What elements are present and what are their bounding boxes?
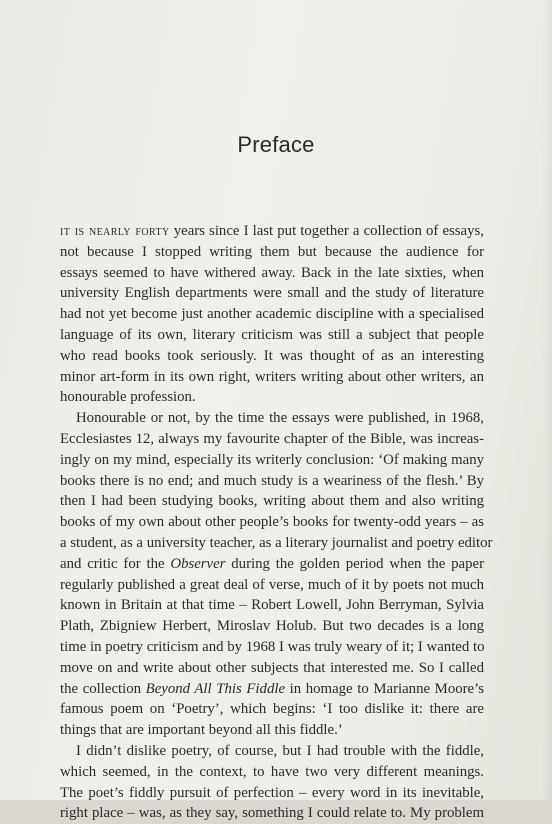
lead-in-small-caps: it is nearly forty (60, 223, 170, 239)
text-line: time in poetry criticism and by 1968 I was truly weary of it; I wanted to (60, 638, 485, 655)
text-line: Plath, Zbigniew Herbert, Miroslav Holub. But two decades is a long (60, 618, 484, 635)
text-line: famous poem on ‘Poetry’, which begins: ‘I too dislike it: there are (60, 701, 484, 718)
text-line: things that are important beyond all this fiddle.’ (60, 722, 343, 739)
italic-title: Beyond All This Fiddle (145, 680, 286, 697)
text-line: not because I stopped writing them but because the audience for (60, 243, 484, 260)
text-line: known in Britain at that time – Robert Lowell, John Berryman, Sylvia (60, 597, 484, 614)
text-line: regularly published a great deal of verse, much of it by poets not much (60, 576, 484, 593)
text-line: the collection Beyond All This Fiddle in homage to Marianne Moore’s (60, 680, 484, 697)
text-line: which seemed, in the context, to have two very different meanings. (60, 763, 484, 780)
italic-title: Observer (170, 555, 226, 572)
text-line: honourable profession. (60, 389, 196, 406)
text-line: books of my own about other people’s books for twenty-odd years – as (60, 514, 484, 531)
text-line: ingly on my mind, especially its writerly conclusion: ‘Of making many (60, 451, 484, 468)
text-line: essays seemed to have withered away. Back in the late sixties, when (60, 264, 484, 281)
text-line: who read books took seriously. It was thought of as an interesting (60, 347, 484, 364)
paragraph (60, 221, 484, 408)
text-line: and critic for the Observer during the golden period when the paper (60, 555, 484, 572)
text-line: it is nearly forty years since I last put together a collection of essays, (60, 223, 484, 239)
text-line: move on and write about other subjects that interested me. So I called (60, 659, 484, 676)
text-line: language of its own, literary criticism was still a subject that people (60, 326, 484, 343)
text-line: books there is no end; and much study is a weariness of the flesh.’ By (60, 472, 484, 489)
text-line: had not yet become just another academic discipline with a specialised (60, 306, 484, 323)
text-line: right place – was, as they say, something I could relate to. My problem (60, 805, 484, 822)
page-title: Preface (237, 132, 315, 157)
text-line: a student, as a university teacher, as a literary journalist and poetry editor (60, 534, 493, 551)
body-text (60, 221, 493, 824)
paragraph (60, 408, 493, 741)
text-line: Honourable or not, by the time the essays were published, in 1968, (76, 410, 484, 427)
text-line: then I had been studying books, writing about them and also writing (60, 493, 484, 510)
text-line: university English departments were small and the study of literature (60, 285, 484, 302)
text-line: minor art-form in its own right, writers writing about other writers, an (60, 368, 484, 385)
text-line: The poet’s fiddly pursuit of perfection – every word in its inevitable, (60, 784, 484, 801)
text-line: I didn’t dislike poetry, of course, but I had trouble with the fiddle, (76, 742, 484, 759)
text-line: Ecclesiastes 12, always my favourite chapter of the Bible, was increas- (60, 430, 484, 447)
page-edge-shadow (542, 0, 552, 800)
paragraph (60, 741, 484, 824)
